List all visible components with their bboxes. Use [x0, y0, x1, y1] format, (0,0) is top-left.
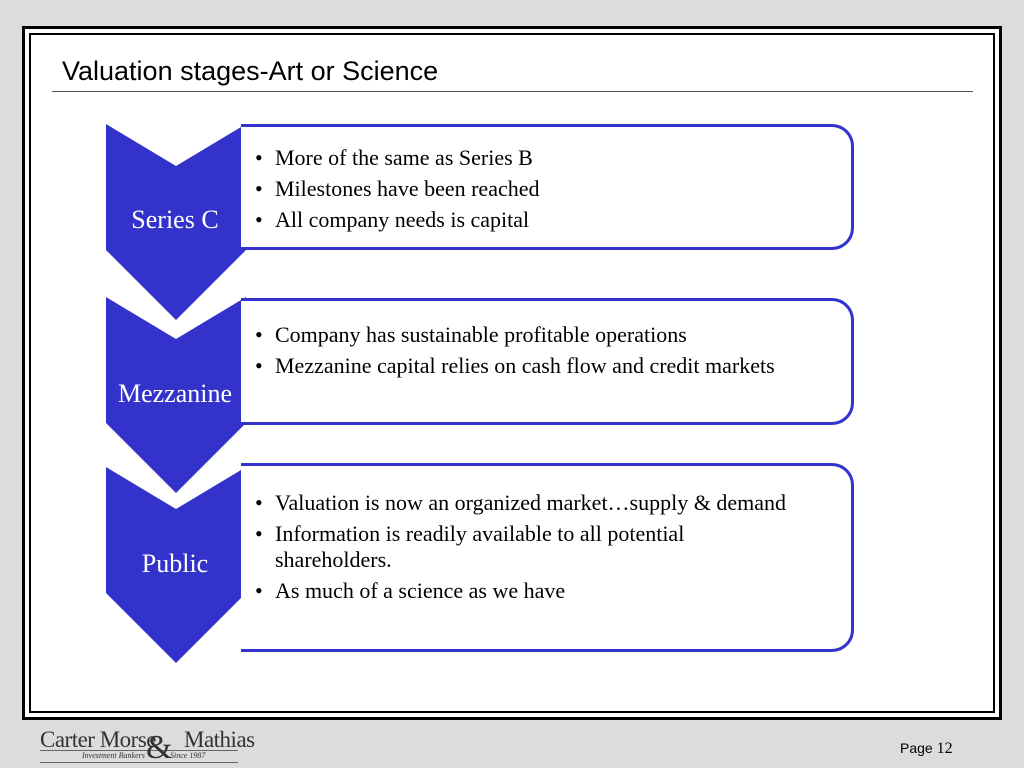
stage-label-mezzanine: Mezzanine: [117, 379, 233, 408]
logo-since: Since 1987: [170, 751, 206, 760]
bullet-item: • Milestones have been reached: [241, 176, 851, 202]
stage-label-series-c: Series C: [131, 205, 219, 234]
bullet-item: • As much of a science as we have: [241, 578, 801, 604]
bullet-item: • Company has sustainable profitable operations: [241, 322, 781, 348]
bullet-item: • All company needs is capital: [241, 207, 851, 233]
logo-tagline: Investment Bankers: [82, 751, 145, 760]
slide-title: Valuation stages-Art or Science: [62, 56, 439, 86]
stage-bullets-mezzanine: [241, 301, 781, 379]
stage-bullets-series-c: [241, 127, 851, 233]
bullet-item: • Mezzanine capital relies on cash flow and credit markets: [241, 353, 781, 379]
page-number: [900, 740, 953, 758]
stage-card-mezzanine: [241, 298, 854, 425]
stage-label-public: Public: [141, 549, 209, 578]
stage-card-public: [241, 463, 854, 652]
company-logo: [40, 727, 255, 767]
title-divider: [52, 91, 973, 92]
page-label: Page: [900, 740, 933, 756]
bullet-item: • More of the same as Series B: [241, 145, 851, 171]
page-number-value: 12: [936, 740, 953, 757]
logo-rule: [40, 762, 238, 763]
bullet-item: • Valuation is now an organized market…supply & demand: [241, 490, 801, 516]
logo-ampersand: &: [146, 729, 173, 766]
stage-bullets-public: [241, 466, 801, 604]
logo-text: Carter Morse Mathias: [40, 727, 255, 752]
bullet-item: • Information is readily available to all potential shareholders.: [241, 521, 801, 573]
stage-card-series-c: [241, 124, 854, 250]
